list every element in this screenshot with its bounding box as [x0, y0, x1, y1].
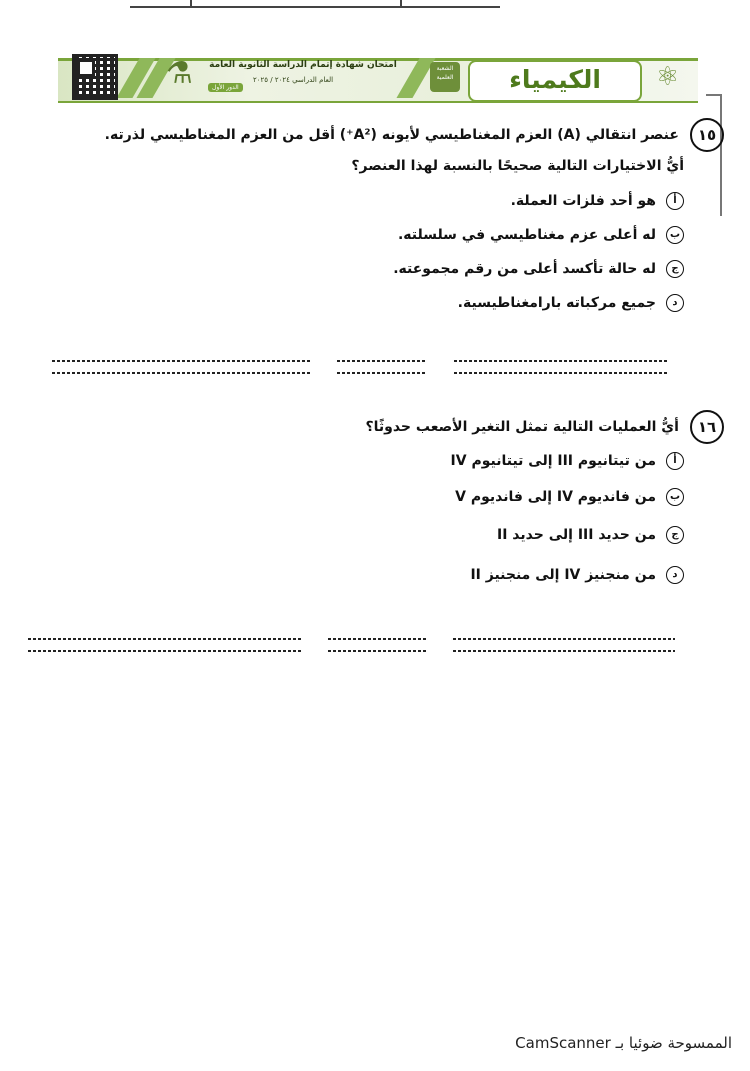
- answer-code-lines: [28, 636, 648, 656]
- option-text: من حديد III إلى حديد II: [497, 527, 656, 543]
- academic-year: العام الدراسي ٢٠٢٤ / ٢٠٢٥: [252, 76, 334, 84]
- flask-icon: ⚗: [166, 56, 193, 91]
- question-15-option-a[interactable]: [511, 192, 684, 210]
- page-frame-corner: [706, 94, 722, 216]
- question-16-option-c[interactable]: [497, 526, 684, 544]
- question-15-option-d[interactable]: [458, 294, 684, 312]
- answer-line-segment: [453, 650, 675, 652]
- question-stem: عنصر انتقالي (A) العزم المغناطيسي لأيونه (A²⁺) أقل من العزم المغناطيسي لذرته.: [104, 127, 679, 143]
- question-16-option-b[interactable]: [455, 488, 684, 506]
- question-number: ١٦: [690, 410, 724, 444]
- option-letter: د: [666, 566, 684, 584]
- question-sub-stem: أيُّ الاختيارات التالية صحيحًا بالنسبة لهذا العنصر؟: [351, 158, 684, 174]
- exam-title: امتحان شهادة إتمام الدراسة الثانوية العامة: [209, 60, 397, 70]
- question-15-option-c[interactable]: [393, 260, 684, 278]
- option-text: جميع مركباته بارامغناطيسية.: [457, 295, 656, 311]
- exam-header-banner: [58, 50, 718, 102]
- qr-code-icon: [72, 54, 118, 100]
- option-letter: ب: [666, 226, 684, 244]
- answer-line-segment: [453, 638, 675, 640]
- answer-line-segment: [28, 650, 303, 652]
- answer-code-lines: [52, 358, 672, 378]
- option-text: من تيتانيوم III إلى تيتانيوم IV: [450, 453, 656, 469]
- question-16-option-d[interactable]: [470, 566, 684, 584]
- answer-line-segment: [337, 372, 427, 374]
- answer-line-segment: [454, 372, 669, 374]
- answer-line-segment: [328, 650, 428, 652]
- option-text: من فانديوم IV إلى فانديوم V: [455, 489, 656, 505]
- option-letter: أ: [666, 192, 684, 210]
- option-text: له أعلى عزم مغناطيسي في سلسلته.: [397, 227, 656, 243]
- option-text: هو أحد فلزات العملة.: [510, 193, 656, 209]
- question-15: [105, 118, 724, 152]
- question-16-option-a[interactable]: [451, 452, 684, 470]
- answer-line-segment: [328, 638, 428, 640]
- option-text: من منجنيز IV إلى منجنيز II: [470, 567, 656, 583]
- option-letter: د: [666, 294, 684, 312]
- question-number: ١٥: [690, 118, 724, 152]
- subject-title: الكيمياء: [468, 60, 642, 102]
- option-text: له حالة تأكسد أعلى من رقم مجموعته.: [393, 261, 656, 277]
- question-16: [366, 410, 725, 444]
- track-badge: الشعبة العلمية: [430, 62, 460, 92]
- option-letter: ج: [666, 526, 684, 544]
- answer-line-segment: [28, 638, 303, 640]
- atom-icon: ⚛: [656, 62, 680, 92]
- scanner-watermark-note: الممسوحة ضوئيا بـ CamScanner: [515, 1034, 732, 1052]
- question-15-option-b[interactable]: [398, 226, 684, 244]
- answer-line-segment: [454, 360, 669, 362]
- option-letter: أ: [666, 452, 684, 470]
- part-label: الدور الأول: [208, 83, 243, 92]
- answer-line-segment: [52, 360, 312, 362]
- question-stem: أيُّ العمليات التالية تمثل التغير الأصعب حدوثًا؟: [365, 419, 679, 435]
- answer-line-segment: [52, 372, 312, 374]
- option-letter: ج: [666, 260, 684, 278]
- answer-line-segment: [337, 360, 427, 362]
- option-letter: ب: [666, 488, 684, 506]
- top-page-cut-line: [130, 0, 500, 8]
